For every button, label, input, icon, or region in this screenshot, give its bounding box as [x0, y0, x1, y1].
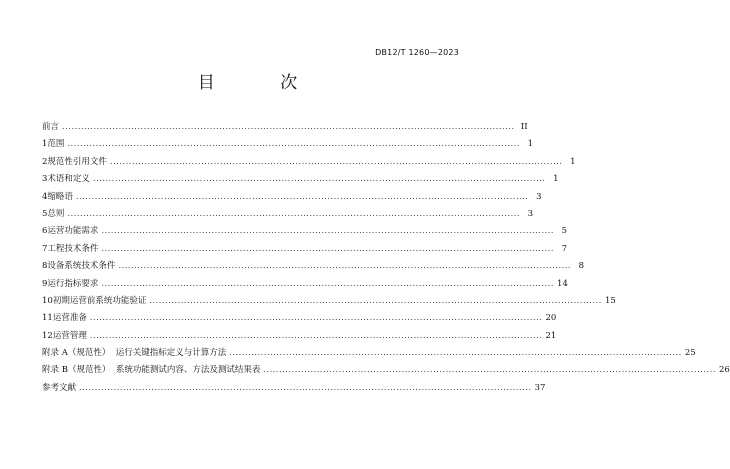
toc-entry-9[interactable] [42, 275, 568, 292]
toc-entry-number: 3 [42, 174, 48, 185]
toc-entry-foreword[interactable] [42, 118, 528, 135]
toc-entry-number: 2 [42, 156, 48, 167]
toc-entry-page: 25 [684, 348, 696, 359]
toc-leader-dots: ................................................................................................................................................ [101, 226, 555, 236]
toc-entry-page: 26 [718, 365, 730, 376]
toc-entry-page: 15 [604, 295, 616, 306]
toc-entry-2[interactable] [42, 153, 576, 170]
toc-leader-dots: ................................................................................................................................................ [109, 156, 563, 166]
toc-leader-dots: ................................................................................................................................................ [89, 330, 543, 340]
toc-entry-label: 附录 B（规范性） 系统功能测试内容、方法及测试结果表 [42, 365, 261, 376]
toc-entry-page: 1 [527, 139, 534, 150]
toc-entry-label: 缩略语 [47, 191, 73, 202]
toc-entry-number: 8 [42, 261, 48, 272]
toc-entry-page: 1 [553, 174, 559, 185]
document-code: DB12/T 1260—2023 [375, 48, 459, 57]
toc-entry-4[interactable] [42, 188, 542, 205]
toc-leader-dots: ................................................................................................................................................ [263, 365, 716, 375]
toc-entry-page: 5 [561, 226, 568, 237]
toc-entry-label: 运营功能需求 [47, 226, 99, 237]
toc-entry-label: 初期运营前系统功能验证 [52, 295, 147, 306]
toc-entry-label: 参考文献 [42, 382, 77, 393]
toc-entry-label: 规范性引用文件 [47, 156, 107, 167]
toc-entry-appendix-b[interactable] [42, 361, 730, 378]
toc-leader-dots: ................................................................................................................................................ [75, 191, 529, 201]
toc-leader-dots: ................................................................................................................................................ [101, 243, 555, 253]
toc-entry-label: 设备系统技术条件 [47, 261, 116, 272]
toc-entry-8[interactable] [42, 257, 585, 274]
toc-entry-number: 6 [42, 226, 48, 237]
toc-entry-page: 21 [545, 330, 557, 341]
toc-entry-label: 总则 [47, 208, 65, 219]
toc-entry-page: 20 [545, 313, 557, 324]
toc-leader-dots: ................................................................................................................................................ [229, 348, 682, 358]
toc-entry-6[interactable] [42, 222, 568, 239]
toc-entry-page: 37 [534, 382, 546, 393]
toc-entry-label: 范围 [47, 139, 65, 150]
toc-entry-label: 运营管理 [52, 330, 87, 341]
toc-entry-page: 3 [536, 191, 542, 202]
toc-entry-label: 工程技术条件 [47, 243, 99, 254]
toc-entry-label: 运营准备 [52, 313, 87, 324]
toc-entry-label: 前言 [42, 122, 60, 132]
toc-leader-dots: ................................................................................................................................................ [62, 122, 515, 131]
toc-entry-page: 1 [570, 156, 576, 167]
toc-entry-number: 5 [42, 208, 48, 219]
toc-leader-dots: ................................................................................................................................................ [67, 139, 521, 149]
toc-entry-number: 4 [42, 191, 48, 202]
toc-entry-page: II [520, 122, 528, 132]
toc-leader-dots: ................................................................................................................................................ [101, 278, 555, 288]
toc-entry-label: 运行指标要求 [47, 278, 99, 289]
toc-entry-11[interactable] [42, 309, 557, 326]
toc-entry-7[interactable] [42, 240, 568, 257]
toc-entry-page: 7 [561, 243, 568, 254]
toc-leader-dots: ................................................................................................................................................ [118, 261, 572, 271]
toc-entry-page: 3 [527, 208, 534, 219]
toc-entry-number: 9 [42, 278, 48, 289]
toc-leader-dots: ................................................................................................................................................ [92, 174, 546, 184]
toc-entry-number: 10 [42, 295, 53, 306]
table-of-contents [42, 118, 730, 396]
toc-leader-dots: ................................................................................................................................................ [79, 382, 532, 392]
toc-entry-appendix-a[interactable] [42, 344, 696, 361]
toc-entry-1[interactable] [42, 135, 534, 152]
toc-entry-number: 12 [42, 330, 53, 341]
toc-entry-number: 7 [42, 243, 48, 254]
toc-leader-dots: ................................................................................................................................................ [67, 208, 521, 218]
toc-leader-dots: ................................................................................................................................................ [149, 295, 602, 305]
toc-entry-bibliography[interactable] [42, 379, 546, 396]
toc-entry-5[interactable] [42, 205, 534, 222]
toc-entry-number: 11 [42, 313, 53, 324]
toc-entry-3[interactable] [42, 170, 559, 187]
toc-leader-dots: ................................................................................................................................................ [89, 313, 543, 323]
page-title: 目 次 [197, 73, 328, 93]
toc-entry-12[interactable] [42, 327, 557, 344]
toc-entry-page: 14 [557, 278, 568, 289]
toc-entry-page: 8 [578, 261, 585, 272]
toc-entry-label: 附录 A（规范性） 运行关键指标定义与计算方法 [42, 348, 227, 359]
toc-entry-number: 1 [42, 139, 48, 150]
toc-entry-10[interactable] [42, 292, 616, 309]
toc-entry-label: 术语和定义 [47, 174, 90, 185]
